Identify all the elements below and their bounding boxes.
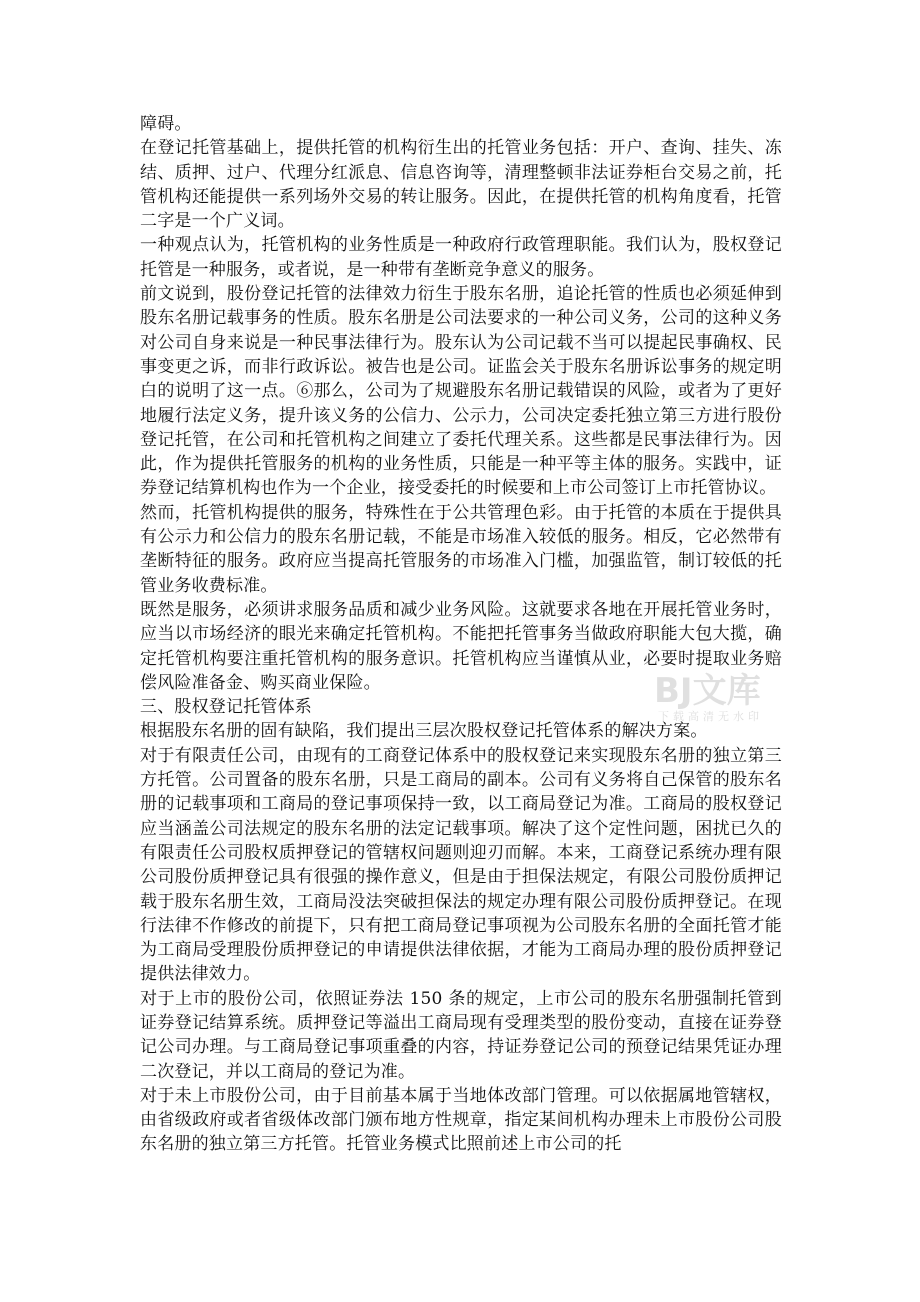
paragraph-three-tier-solution: 根据股东名册的固有缺陷，我们提出三层次股权登记托管体系的解决方案。	[140, 721, 708, 742]
paragraph-viewpoint: 一种观点认为，托管机构的业务性质是一种政府行政管理职能。我们认为，股权登记托管是一种服务，或者说，是一种带有垄断竞争意义的服务。	[140, 235, 782, 280]
document-body	[140, 112, 782, 1157]
paragraph-listed-companies: 对于上市的股份公司，依照证券法 150 条的规定，上市公司的股东名册强制托管到证券登记结算系统。质押登记等溢出工商局现有受理类型的股份变动，直接在证券登记公司办理。与工商局登记事项重叠的内容，持证券登记公司的预登记结果凭证办理二次登记，并以工商局的登记为准。	[140, 988, 782, 1082]
paragraph-continuation: 障碍。	[140, 114, 192, 134]
watermark-subtitle: 下载高清无水印	[658, 710, 763, 723]
paragraph-service-quality: 既然是服务，必须讲求服务品质和减少业务风险。这就要求各地在开展托管业务时，应当以市场经济的眼光来确定托管机构。不能把托管事务当做政府职能大包大揽，确定托管机构要注重托管机构的服务意识。托管机构应当谨慎从业，必要时提取业务赔偿风险准备金、购买商业保险。	[140, 599, 782, 693]
watermark-logo-text: BJ文库	[654, 671, 761, 710]
paragraph-unlisted-companies: 对于未上市股份公司，由于目前基本属于当地体改部门管理。可以依据属地管辖权，由省级政府或者省级体改部门颁布地方性规章，指定某间机构办理未上市股份公司股东名册的独立第三方托管。托管业务模式比照前述上市公司的托	[140, 1085, 782, 1155]
paragraph-custody-services: 在登记托管基础上，提供托管的机构衍生出的托管业务包括：开户、查询、挂失、冻结、质押、过户、代理分红派息、信息咨询等，清理整顿非法证券柜台交易之前，托管机构还能提供一系列场外交易的转让服务。因此，在提供托管的机构角度看，托管二字是一个广义词。	[140, 138, 782, 232]
paragraph-legal-nature: 前文说到，股份登记托管的法律效力衍生于股东名册，追论托管的性质也必须延伸到股东名册记载事务的性质。股东名册是公司法要求的一种公司义务，公司的这种义务对公司自身来说是一种民事法律行为。股东认为公司记载不当可以提起民事确权、民事变更之诉，而非行政诉讼。被告也是公司。证监会关于股东名册诉讼事务的规定明白的说明了这一点。⑥那么，公司为了规避股东名册记载错误的风险，或者为了更好地履行法定义务，提升该义务的公信力、公示力，公司决定委托独立第三方进行股份登记托管，在公司和托管机构之间建立了委托代理关系。这些都是民事法律行为。因此，作为提供托管服务的机构的业务性质，只能是一种平等主体的服务。实践中，证券登记结算机构也作为一个企业，接受委托的时候要和上市公司签订上市托管协议。	[140, 284, 782, 499]
paragraph-limited-companies: 对于有限责任公司，由现有的工商登记体系中的股权登记来实现股东名册的独立第三方托管。公司置备的股东名册，只是工商局的副本。公司有义务将自己保管的股东名册的记载事项和工商局的登记事项保持一致，以工商局登记为准。工商局的股权登记应当涵盖公司法规定的股东名册的法定记载事项。解决了这个定性问题，困扰已久的有限责任公司股权质押登记的管辖权问题则迎刃而解。本来，工商登记系统办理有限公司股份质押登记具有很强的操作意义，但是由于担保法规定，有限公司股份质押记载于股东名册生效，工商局没法突破担保法的规定办理有限公司股份质押登记。在现行法律不作修改的前提下，只有把工商局登记事项视为公司股东名册的全面托管才能为工商局受理股份质押登记的申请提供法律依据，才能为工商局办理的股份质押登记提供法律效力。	[140, 745, 782, 985]
section-heading: 三、股权登记托管体系	[140, 697, 312, 718]
paragraph-public-management: 然而，托管机构提供的服务，特殊性在于公共管理色彩。由于托管的本质在于提供具有公示力和公信力的股东名册记载，不能是市场准入较低的服务。相反，它必然带有垄断特征的服务。政府应当提高托管服务的市场准入门槛，加强监管，制订较低的托管业务收费标准。	[140, 502, 782, 596]
